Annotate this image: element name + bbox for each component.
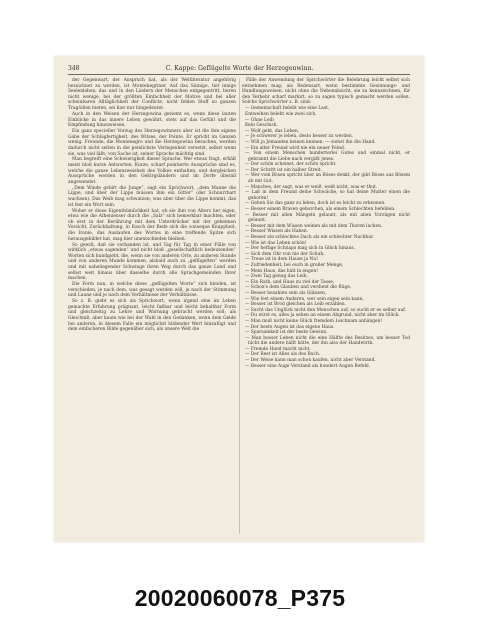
paragraph: Woher er diese Eigenthümlichkeit hat, ob sie ihm von Alters her eigen, etwa wie die Athenienser durch die „Salz“ sich bemerkbar machten, oder ob erst in der Berührung mit dem Unterdrücker mit der geheimen Vorsicht, Zurückhaltung, in Rasch der Rede sich die conseque Knappheit, die Ironie, das Auslaufen des Wortes in eine treffende Spitze sich herausgebildet hat, mag hier unentschieden bleiben. (68, 208, 236, 242)
saying-line: — Mein Haus, das hält in engen! (245, 268, 318, 274)
saying-line: — Ein Rath, und Haus zu viel der Tasse, (245, 279, 335, 285)
paragraph: So gewiß, daß sie vorhanden ist, und Tag für Tag in einer Fülle von wirklich „etwas sagenden“ und nicht bloß „gesellschaftlich bedeutenden“ Worten sich kundgiebt, die, wenn sie von anderen Orte, zu anderen Stunde und von anderen Munde kommen, alsbald auch zu „geflügelten“ werden und mit naheliegender Schwinge ihren Weg durch das ganze Land und selbst weit hinaus über dasselbe durch alle Sprachgemeinden Ihrer machen. (68, 242, 236, 282)
saying-line: — Sparsamkeit ist der beste Gewinn. (245, 330, 328, 336)
paragraph: Die Form nun, in welche diese „geflügelten Worte“ sich kleiden, ist verschieden, je nach dem, was gesagt werden will, je nach der Stimmung und Laune und je nach dem Verhältnisse der Verhältnisse. (68, 282, 236, 299)
saying-line: — Du wirst es, alles ja sehen an einem Abgrund, nicht aber im Glück. (245, 313, 400, 319)
saying-line: — Der Rest ist Alles als des Buch. (245, 352, 321, 358)
page-number: 348 (68, 64, 80, 72)
paragraph: der Gegenwart, der Anspruch hat, als der Weltliteratur angehörig bezeichnet zu werden, ist Montenegriner. Auf das Sinnige, tief innige Seelenleben, das und in den Liedern der Menschen entgegentritt, beren nicht wenige, bei der größten Einfachheit der Motive und bei aller scheinbaren Alltäglichkeit der Conflicte, nicht fehlen Stoff zu ganzen Tragödien bieten, sei hier nur hingedeutet. (68, 78, 236, 111)
paragraph: „Dem Winde gebirt die Junge“, sagt ein Sprichwort, „dem Manne die Lippe, und über der Lippe müssen ihm ein Gitter“ (der Schnurrbart wachsen). Das Weib mag schwatzen; was aber über die Lippe kommt, das ist fest ein Wort sein. (68, 185, 236, 208)
saying-line: Kein Geschick. (245, 123, 278, 129)
paragraph: Ein ganz specieller Vorzug des Herzegowinners aber ist die ihm eigene Gabe der Schlagfertigkeit, des Witzes, der Pointe. Er spricht im Ganzen wenig. Freunde, die Montenegro und die Herzegowina besuchen, werden dadurch nicht selten in die peinlichste Verlegenheit versetzt, selbst wenn sie, was viel läßt; von Sache ist, seiner Sprache mächtig sind. (68, 129, 236, 157)
saying-line: — Treue ist in dem Hause ja Nu! (245, 257, 318, 263)
paragraph: So z. B. giebt es sich als Sprichwort, wenn irgend eine im Leben gemachte Erfahrung prägnant, leicht faßbar und leicht behaltbar Form und gleichzeitig zu Lehre und Warnung gebracht werden soll; als Gleichniß, aber kaum wie bei der Wahl in den Gedanken, wenn dem Gelde bei anderen, in diesem Falle ein möglichst bildender Wert hinzufügt und dem einfacheren Bilde gegenüber sich, als unsere Welt die (68, 299, 236, 333)
saying-line: Entweihen belebt wie zwei sich. (245, 111, 317, 117)
saying-line: — Schon's dem Glauben und verdient die Rüge. (245, 285, 352, 291)
paragraph: Auch in den Weisen der Herzegowina geziemt es, wenn diese lauten Einblicke in das innere Leben gewährt, stets auf das Gefühl und die Empfindung hinzuweisen. (68, 111, 236, 129)
saying-line: — Ein alter Freund wird nie ein neuer Feind. (245, 145, 346, 151)
saying-line: — Besser ein schlechtes Dach als ein schlechter Nachbar. (245, 235, 374, 241)
saying-line: — Besser einem Braven gehorchen, als einem Schlechten befehlen. (245, 207, 396, 213)
saying-line: — Der Weise kann man schon kaufen, nicht aber Verstand. (245, 358, 376, 364)
right-column-intro: Fälle der Anwendung der Sprichwörter die Belehrung leicht selbst sich entnehmen mag; als Redensart, wenn bestimmte Gesinnungs- und Handlungsweisen, nicht ohne die Nebenabsicht, sie zu kennzeichnen, für den Verkehr scharf markirt, so zu sagen typisch gemacht werden sollen. Solche Sprichwörter z. B. sind: (242, 78, 410, 106)
saying-line: — Der heftige Schnaps mag sich in Glück hinaus. (245, 246, 355, 252)
archive-caption: 20020060078_P375 (134, 585, 346, 611)
saying-line: — Der schön scheinet, der schön spricht. (245, 162, 337, 168)
saying-line: — Besser bezahlen sein als Glänzen, (245, 290, 327, 296)
saying-line: — Will ja Jemanden keinen kennen, — siehst ihn die Hand. (245, 139, 376, 145)
saying-line: — Sucht das Unglück nicht den Menschen auf, so sucht er es selber auf. (245, 307, 407, 313)
paragraph: Man begreift eine Schwierigkeit dieser Sprache. Wer etwas fragt, erhält meist bloß kurze Antworten. Kurze, scharf pointierte Aussprüche sind es, welche die ganze Lebensweisheit des Volkes enthalten, und dergleichen Aussprüche werden in den Gebirgsländern und im Dorfe überall angewendet. (68, 157, 236, 185)
sayings-list (242, 106, 410, 369)
saying-line: — Fremde Hand macht nicht. (245, 346, 311, 352)
saying-line: — Je schwerer je leben, desto besser zu werden. (245, 134, 354, 140)
left-column (68, 78, 236, 534)
saying-line: — Besser eine Auge Verstand als hundert Augen Befehl. (245, 363, 371, 369)
saying-line: — Besser ist Brod gleichen als Leib erzählen. (245, 302, 347, 308)
saying-line: — Von einem Menschen hunderterlei Gutes und einmal nicht, er gebrannt die Liebe nach vergißt jenes. (245, 151, 410, 162)
saying-line: — Wolf geht, das Leben. (245, 128, 300, 134)
saying-line: — Man muß nicht keine Glück fremdem Leichnam anhängen! (245, 318, 383, 324)
saying-line: — Manches, der sagt, was er weiß, weiß nicht, was er thut. (245, 184, 378, 190)
saying-line: — Zwei Tag genug das Leib, (245, 274, 308, 280)
saying-line: — Der beste Augen ist das eigene Haus. (245, 324, 335, 330)
saying-line: — Wie ist das Leben schön! (245, 240, 307, 246)
saying-line: — Zufriedenheit, bei euch in großer Menge, (245, 262, 344, 268)
saying-line: — Gemeinschaft belebt wie eine Last, (245, 106, 330, 112)
saying-line: — Besser Wissen als Haben. (245, 229, 309, 235)
saying-line: — Gehen Sie das ganz zu leben, doch ist es leicht zu erkennen. (245, 201, 386, 207)
saying-line: — Der Schritt ist ein halber Streit. (245, 167, 322, 173)
saying-line: — Besser mit allen Mängeln gelaunt, als mit allen Vorzügen nicht gelaunt. (245, 212, 410, 224)
saying-line: — Besser mit dem Wissen weinen als mit dem Thoren lachen. (245, 223, 383, 229)
saying-line: — Laß in dem Freund deine Schwäche, so hat deine Mutter einen die geboren! (245, 190, 410, 201)
right-column (242, 78, 410, 534)
saying-line: — Ohne Leib (245, 117, 274, 123)
saying-line: — Wer vom Bösen spricht über an Böses denkt, der gibt Böses aus Bösem ab mit Gut. (245, 173, 410, 185)
saying-line: — Sich dem Ohr von nie der Schuh, (245, 251, 325, 257)
text-columns (68, 78, 410, 534)
column-separator (239, 78, 240, 534)
running-title: C. Kappe: Geflügelte Worte der Herzogenwinn. (165, 64, 314, 72)
saying-line: — Man besser Leben nicht die eine Hälfte des Besitzes, um besser Tod nicht die andere hälft hätte, der ihn also der Handwirth. (245, 335, 410, 347)
scanned-page (54, 56, 424, 542)
saying-line: — Wie fest einem Anderen, wer sein eigen sein kann, (245, 296, 364, 302)
page-header (68, 62, 410, 75)
